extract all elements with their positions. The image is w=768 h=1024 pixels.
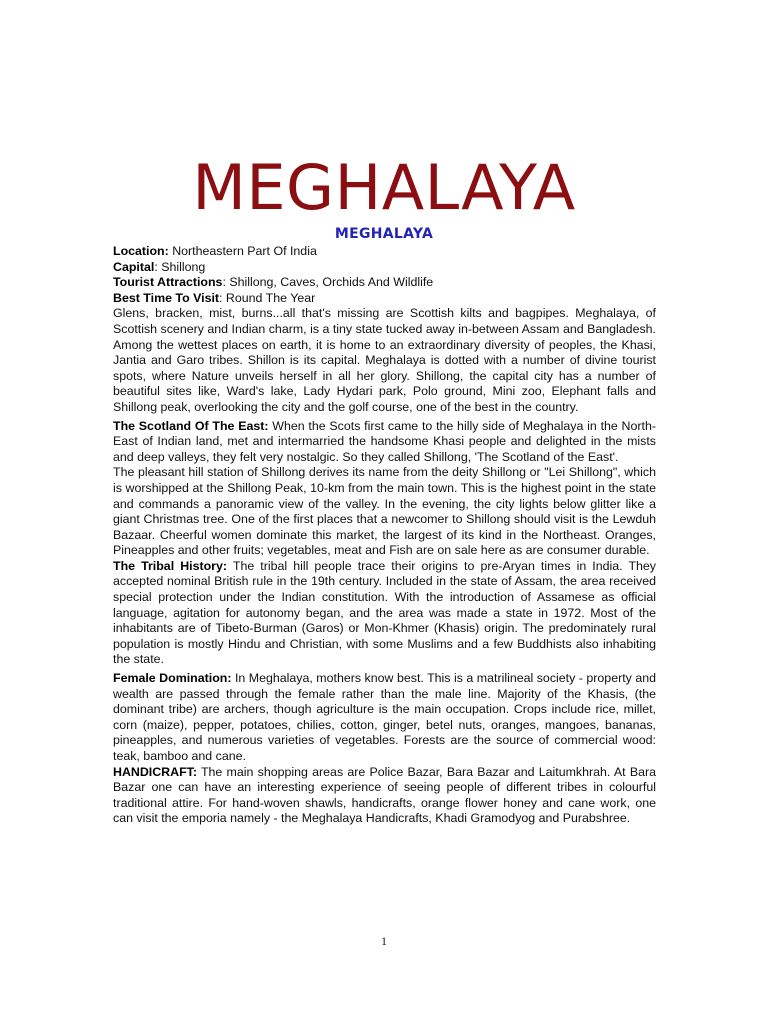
fact-value: : Round The Year [219,290,316,305]
fact-best-time [113,291,656,307]
section-handicraft [113,765,656,827]
section-tribal-history [113,559,656,668]
section-heading: The Scotland Of The East: [113,418,269,433]
section-text: When the Scots first came to the hilly side of Meghalaya in the North-East of Indian land, met and intermarried the handsome Khasi people and delighted in the mists and deep valleys, they felt very nostalgic. So they called Shillong, 'The Scotland of the East'. [113,418,656,464]
fact-location [113,244,656,260]
fact-label: Best Time To Visit [113,290,220,305]
section-female-domination [113,671,656,765]
fact-value: : Shillong, Caves, Orchids And Wildlife [222,275,434,290]
document-subtitle: MEGHALAYA [334,226,434,242]
document-body [113,244,656,827]
section-scotland-of-the-east [113,419,656,466]
fact-label: Tourist Attractions [113,275,223,290]
document-title: MEGHALAYA [192,151,576,224]
page-number: 1 [381,934,387,948]
section-text: In Meghalaya, mothers know best. This is a matrilineal society - property and wealth are passed through the female rather than the male line. Majority of the Khasis, (the dominant tribe) are archers, though agriculture is the main occupation. Crops include rice, millet, corn (maize), pepper, potatoes, chilies, cotton, ginger, betel nuts, oranges, mangoes, bananas, pineapples, and numerous varieties of vegetables. Forests are the source of commercial wood: teak, bamboo and cane. [113,671,657,763]
section-text: The tribal hill people trace their origins to pre-Aryan times in India. They accepted nominal British rule in the 19th century. Included in the state of Assam, the area received special protection under the Indian constitution. With the introduction of Assamese as official language, agitation for autonomy began, and the area was made a state in 1972. Most of the inhabitants are of Tibeto-Burman (Garos) or Mon-Khmer (Khasis) origin. The predominately rural population is mostly Hindu and Christian, with some Muslims and a few Buddhists also inhabiting the state. [113,558,656,667]
fact-tourist-attractions [113,275,656,291]
fact-label: Capital [113,259,155,274]
section-heading: Female Domination: [113,671,232,686]
section-text: The main shopping areas are Police Bazar, Bara Bazar and Laitumkhrah. At Bara Bazar one can have an interesting experience of seeing people of different tribes in colourful traditional attire. For hand-woven shawls, handicrafts, orange flower honey and cane work, one can visit the emporia namely - the Meghalaya Handicrafts, Khadi Gramodyog and Purabshree. [113,764,656,826]
section-heading: The Tribal History: [113,558,228,573]
fact-label: Location: [113,244,169,258]
section-shillong-peak [113,465,656,559]
fact-value: Northeastern Part Of India [168,244,317,258]
fact-capital [113,260,656,276]
fact-value: : Shillong [154,259,206,274]
section-text: The pleasant hill station of Shillong derives its name from the deity Shillong or "Lei Shillong", which is worshipped at the Shillong Peak, 10-km from the main town. This is the highest point in the state and commands a panoramic view of the valley. In the evening, the city lights below glitter like a giant Christmas tree. One of the first places that a newcomer to Shillong should visit is the Lewduh Bazaar. Cheerful women dominate this market, the largest of its kind in the Northeast. Oranges, Pineapples and other fruits; vegetables, meat and Fish are on sale here as are consumer durable. [113,465,656,558]
intro-paragraph: Glens, bracken, mist, burns...all that's missing are Scottish kilts and bagpipes. Meghalaya, of Scottish scenery and Indian charm, is a tiny state tucked away in-between Assam and Bangladesh. Among the wettest places on earth, it is home to an extraordinary diversity of peoples, the Khasi, Jantia and Garo tribes. Shillon is its capital. Meghalaya is dotted with a number of divine tourist spots, where Nature unveils herself in all her glory. Shillong, the capital city has a number of beautiful sites like, Ward's lake, Lady Hydari park, Polo ground, Mini zoo, Elephant falls and Shillong peak, overlooking the city and the golf course, one of the best in the country. [113,306,656,414]
section-heading: HANDICRAFT: [113,764,197,779]
